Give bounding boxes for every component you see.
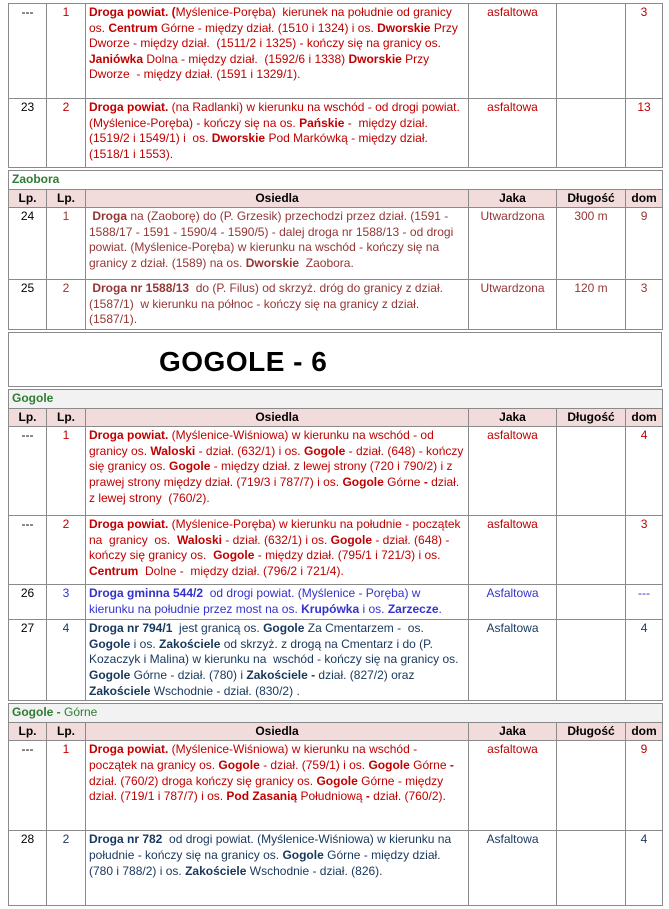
lp-cell: --- [9,4,47,99]
table-row [9,831,663,906]
column-header-lp: Lp. [47,408,86,427]
column-header-jaka: Jaka [469,189,557,208]
osiedla-cell: Droga nr 782 od drogi powiat. (Myślenice-Wiśniowa) w kierunku na południe - kończy się na granicy os. Gogole Górne - między dział. (780 i 788/2) i os. Zakościele Wschodnie - dział. (826). [86,831,469,906]
lp-cell: --- [9,741,47,831]
dlugosc-cell [557,4,626,99]
osiedla-cell: Droga na (Zaoborę) do (P. Grzesik) przechodzi przez dział. (1591 - 1588/17 - 1591 - 1590/4 - 1590/5) - dalej droga nr 1588/13 - od drogi powiat. (Myślenice-Poręba) w kierunku na wschód - kończy się na granicy z dział. (1589) na os. Dworskie Zaobora. [86,208,469,280]
section-header-label: Gogole [9,389,663,408]
table-gogole [8,389,663,701]
jaka-cell: asfaltowa [469,427,557,516]
lp-cell: 23 [9,99,47,168]
column-header-lp: Lp. [47,722,86,741]
osiedla-cell: Droga powiat. (Myślenice-Poręba) w kierunku na południe - początek na granicy os. Waloski - dział. (632/1) i os. Gogole - dział. (648) - kończy się granicy os. Gogole - między dział. (795/1 i 721/3) i os. Centrum Dolne - między dział. (796/2 i 721/4). [86,516,469,585]
osiedla-cell: Droga nr 1588/13 do (P. Filus) od skrzyż. dróg do granicy z dział. (1587/1) w kierunku na północ - kończy się na granicy z dział. (1587/1). [86,280,469,330]
lp2-cell: 1 [47,4,86,99]
table-powiat-roads-continued-slot [8,3,662,168]
table-row [9,427,663,516]
osiedla-cell: Droga powiat. (na Radlanki) w kierunku na wschód - od drogi powiat. (Myślenice-Poręba) - kończy się na os. Pańskie - między dział. (1519/2 i 1549/1) i os. Dworskie Pod Markówką - między dział. (1518/1 i 1553). [86,99,469,168]
lp-cell: --- [9,427,47,516]
osiedla-cell: Droga powiat. (Myślenice-Wiśniowa) w kierunku na wschód - od granicy os. Waloski - dział. (632/1) i os. Gogole - dział. (648) - kończy się granicy os. Gogole - między dział. z lewej strony (720 i 790/2) i z prawej strony między dział. (719/3 i 787/7) i os. Gogole Górne - dział. z lewej strony (760/2). [86,427,469,516]
lp-cell: 24 [9,208,47,280]
lp2-cell: 4 [47,620,86,701]
jaka-cell: Utwardzona [469,208,557,280]
column-header-lp: Lp. [47,189,86,208]
section-title-gogole-6 [8,332,662,387]
table-powiat-roads-continued [8,3,663,168]
lp2-cell: 2 [47,516,86,585]
column-header-lp: Lp. [9,408,47,427]
column-header-osiedla: Osiedla [86,189,469,208]
jaka-cell: asfaltowa [469,4,557,99]
dlugosc-cell: 300 m [557,208,626,280]
table-zaobora [8,170,663,330]
table-row [9,516,663,585]
column-header-jaka: Jaka [469,408,557,427]
column-header-dugo: Długość [557,408,626,427]
table-row [9,585,663,620]
osiedla-cell: Droga powiat. (Myślenice-Poręba) kierunek na południe od granicy os. Centrum Górne - między dział. (1510 i 1324) i os. Dworskie Przy Dworze - między dział. (1511/2 i 1325) - kończy się na granicy os. Janiówka Dolna - między dział. (1592/6 i 1338) Dworskie Przy Dworze - między dział. (1591 i 1329/1). [86,4,469,99]
dom-cell: 9 [626,741,663,831]
column-header-lp: Lp. [9,722,47,741]
dlugosc-cell [557,99,626,168]
column-header-row [9,722,663,741]
lp2-cell: 1 [47,427,86,516]
column-header-dom: dom [626,189,663,208]
column-header-jaka: Jaka [469,722,557,741]
table-gogole-gorne-slot [8,703,662,906]
column-header-dugo: Długość [557,722,626,741]
table-row [9,280,663,330]
jaka-cell: Utwardzona [469,280,557,330]
section-header-row [9,389,663,408]
column-header-row [9,408,663,427]
lp2-cell: 2 [47,99,86,168]
column-header-osiedla: Osiedla [86,408,469,427]
jaka-cell: asfaltowa [469,741,557,831]
section-header-row [9,171,663,190]
section-title-text: GOGOLE - 6 [159,345,328,377]
table-gogole-slot [8,389,662,701]
dom-cell: 4 [626,620,663,701]
osiedla-cell: Droga gminna 544/2 od drogi powiat. (Myślenice - Poręba) w kierunku na południe przez most na os. Krupówka i os. Zarzecze. [86,585,469,620]
table-row [9,99,663,168]
lp2-cell: 1 [47,741,86,831]
dom-cell: 3 [626,4,663,99]
column-header-lp: Lp. [9,189,47,208]
section-header-label: Gogole - Górne [9,704,663,723]
table-row [9,4,663,99]
table-row [9,741,663,831]
table-row [9,208,663,280]
dom-cell: 3 [626,280,663,330]
dlugosc-cell [557,831,626,906]
lp-cell: 27 [9,620,47,701]
table-row [9,620,663,701]
section-header-row [9,704,663,723]
lp2-cell: 3 [47,585,86,620]
dlugosc-cell [557,741,626,831]
dom-cell: 4 [626,427,663,516]
dom-cell: 4 [626,831,663,906]
dom-cell: 13 [626,99,663,168]
lp-cell: 26 [9,585,47,620]
lp2-cell: 2 [47,280,86,330]
dlugosc-cell [557,585,626,620]
osiedla-cell: Droga powiat. (Myślenice-Wiśniowa) w kierunku na wschód - początek na granicy os. Gogole - dział. (759/1) i os. Gogole Górne - dział. (760/2) droga kończy się granicy os. Gogole Górne - między dział. (719/1 i 787/7) i os. Pod Zasanią Południową - dział. (760/2). [86,741,469,831]
osiedla-cell: Droga nr 794/1 jest granicą os. Gogole Za Cmentarzem - os. Gogole i os. Zakościele od skrzyż. z drogą na Cmentarz i do (P. Kozaczyk i Malina) w kierunku na wschód - kończy się na granicy os. Gogole Górne - dział. (780) i Zakościele - dział. (827/2) oraz Zakościele Wschodnie - dział. (830/2) . [86,620,469,701]
column-header-osiedla: Osiedla [86,722,469,741]
lp2-cell: 2 [47,831,86,906]
jaka-cell: Asfaltowa [469,831,557,906]
dlugosc-cell: 120 m [557,280,626,330]
jaka-cell: asfaltowa [469,99,557,168]
dlugosc-cell [557,427,626,516]
lp-cell: 28 [9,831,47,906]
dlugosc-cell [557,516,626,585]
dom-cell: 3 [626,516,663,585]
dom-cell: 9 [626,208,663,280]
table-zaobora-slot [8,170,662,330]
column-header-dugo: Długość [557,189,626,208]
lp2-cell: 1 [47,208,86,280]
jaka-cell: asfaltowa [469,516,557,585]
column-header-dom: dom [626,408,663,427]
jaka-cell: Asfaltowa [469,620,557,701]
section-header-label: Zaobora [9,171,663,190]
table-gogole-gorne [8,703,663,906]
column-header-row [9,189,663,208]
column-header-dom: dom [626,722,663,741]
dlugosc-cell [557,620,626,701]
jaka-cell: Asfaltowa [469,585,557,620]
lp-cell: 25 [9,280,47,330]
lp-cell: --- [9,516,47,585]
dom-cell: --- [626,585,663,620]
